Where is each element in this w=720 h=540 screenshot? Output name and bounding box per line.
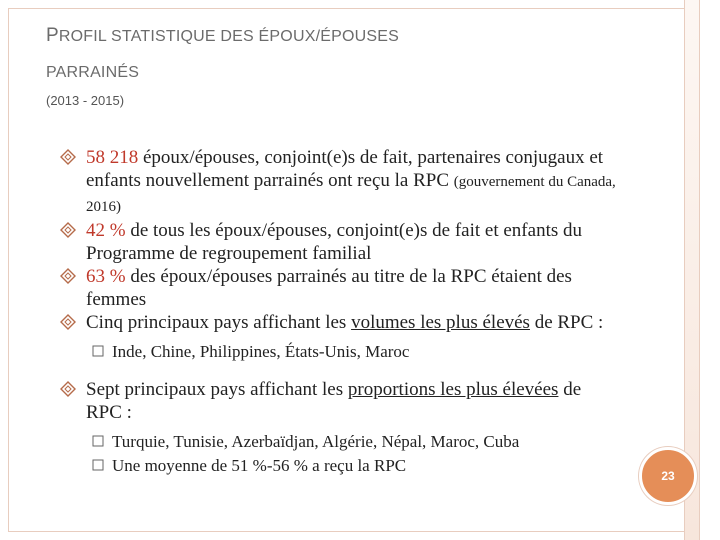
bullet-text: de tous les époux/épouses, conjoint(e)s de fait et enfants du Programme de regroupement familial <box>86 220 582 264</box>
underlined-text: proportions les plus élevées <box>347 379 559 400</box>
square-bullet-icon <box>92 435 104 447</box>
stat-highlight: 58 218 <box>86 147 139 168</box>
diamond-bullet-icon <box>60 222 76 238</box>
title-initial: P <box>46 25 59 46</box>
page-number-badge <box>639 447 697 505</box>
source-citation: (gouvernement du Canada, 2016) <box>86 174 616 215</box>
sub-list-item <box>60 430 620 454</box>
list-item <box>60 265 620 311</box>
sub-list-item <box>60 340 620 364</box>
sub-item-text: Une moyenne de 51 %-56 % a reçu la RPC <box>112 456 407 475</box>
list-item <box>60 378 620 424</box>
diamond-bullet-icon <box>60 268 76 284</box>
list-item <box>60 311 620 334</box>
bullet-text: Sept principaux pays affichant les <box>86 379 348 400</box>
page-title <box>46 18 399 91</box>
diamond-bullet-icon <box>60 381 76 397</box>
stat-highlight: 63 % <box>86 266 126 287</box>
square-bullet-icon <box>92 459 104 471</box>
bullet-text: Cinq principaux pays affichant les <box>86 312 352 333</box>
title-line1: ROFIL STATISTIQUE DES ÉPOUX/ÉPOUSES <box>58 28 399 45</box>
diamond-bullet-icon <box>60 314 76 330</box>
square-bullet-icon <box>92 345 104 357</box>
sub-item-text: Turquie, Tunisie, Azerbaïdjan, Algérie, Népal, Maroc, Cuba <box>112 432 520 451</box>
sub-item-text: Inde, Chine, Philippines, États-Unis, Maroc <box>112 342 410 361</box>
stat-highlight: 42 % <box>86 220 126 241</box>
sub-list-item <box>60 454 620 478</box>
underlined-text: volumes les plus élevés <box>351 312 530 333</box>
diamond-bullet-icon <box>60 149 76 165</box>
bullet-text: époux/épouses, conjoint(e)s de fait, partenaires conjugaux et enfants nouvellement parrainés ont reçu la RPC <box>86 147 604 191</box>
list-item <box>60 146 620 219</box>
page-number: 23 <box>661 469 675 483</box>
title-line2: PARRAINÉS <box>46 64 140 81</box>
subtitle: (2013 - 2015) <box>46 93 125 108</box>
list-item <box>60 219 620 265</box>
bullet-text: de RPC : <box>86 379 582 423</box>
bullet-text: de RPC : <box>529 312 604 333</box>
bullet-list <box>60 146 620 478</box>
bullet-text: des époux/épouses parrainés au titre de la RPC étaient des femmes <box>86 266 572 310</box>
